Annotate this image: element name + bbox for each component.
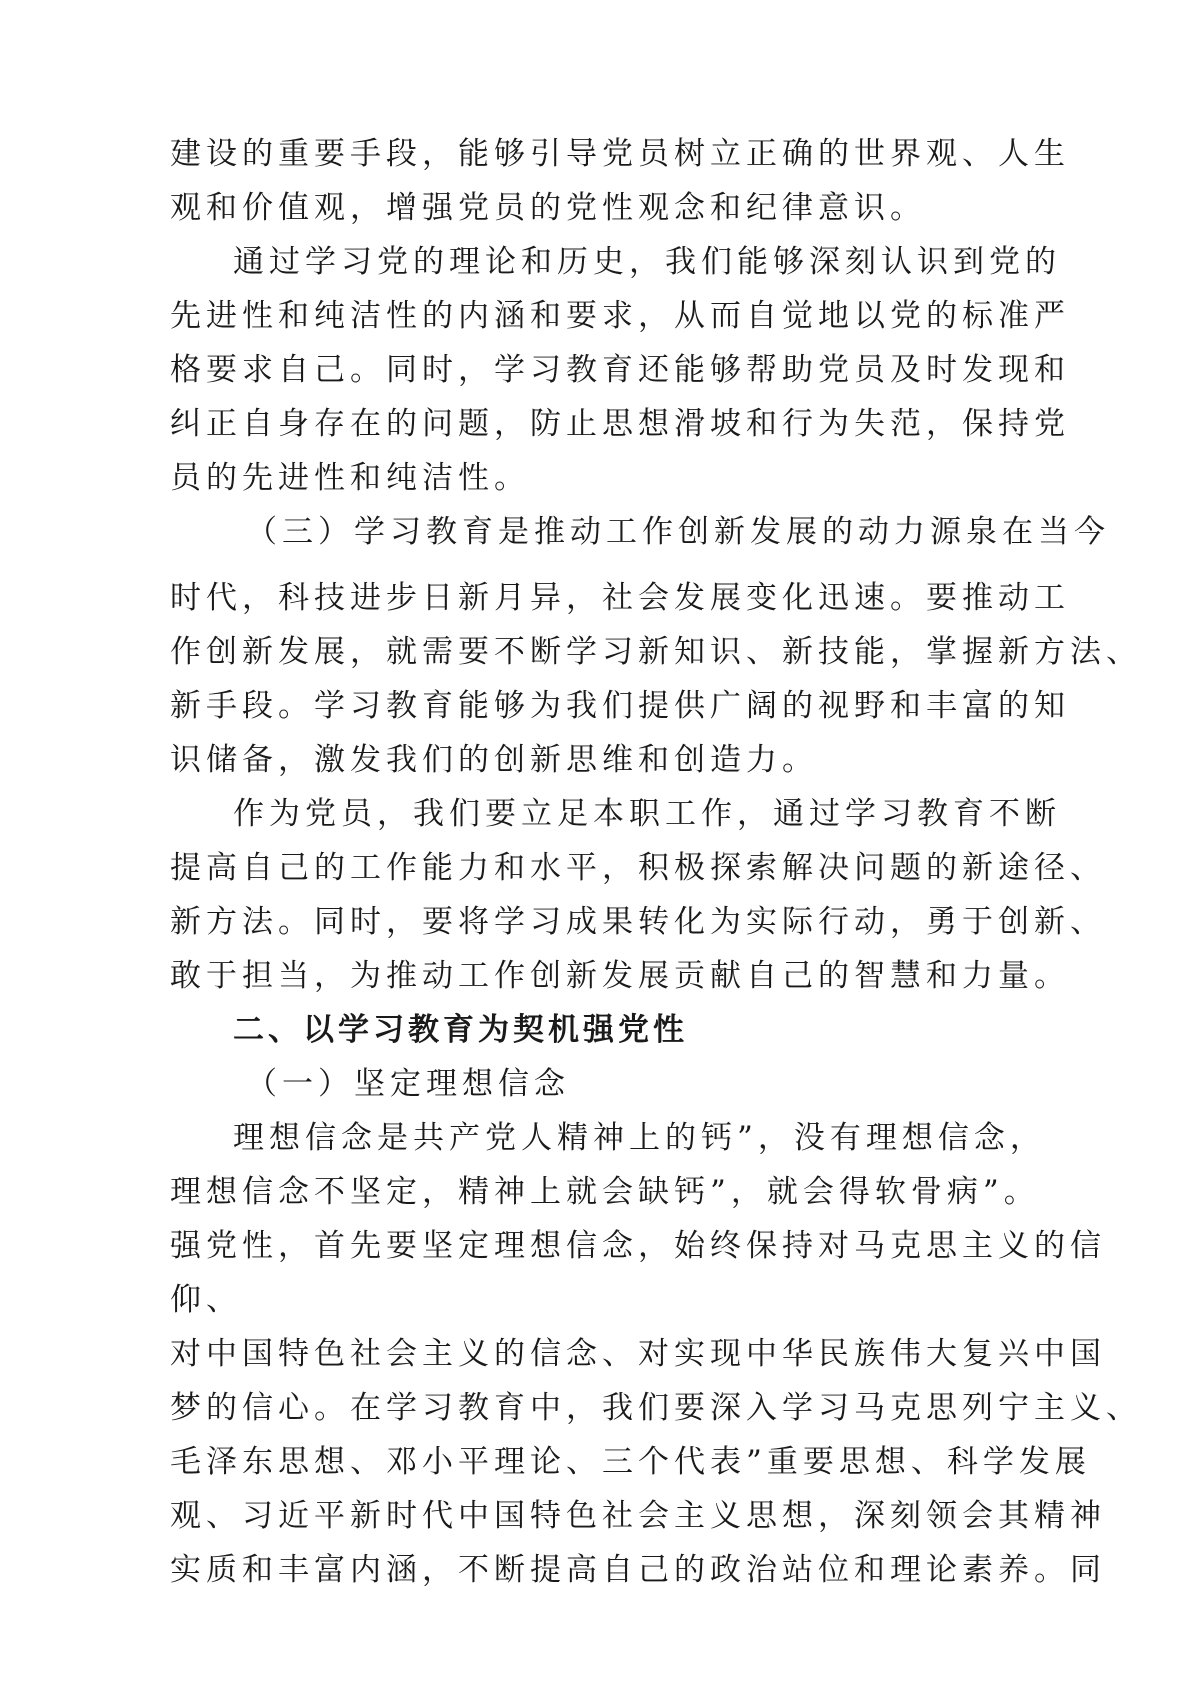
paragraph-line: 识储备，激发我们的创新思维和创造力。: [170, 742, 818, 778]
paragraph-line: 提高自己的工作能力和水平，积极探索解决问题的新途径、: [170, 850, 1106, 886]
paragraph-line: 新方法。同时，要将学习成果转化为实际行动，勇于创新、: [170, 904, 1106, 940]
section-heading-3: （三）学习教育是推动工作创新发展的动力源泉在当今: [246, 514, 1110, 550]
paragraph-line: 梦的信心。在学习教育中，我们要深入学习马克思列宁主义、: [170, 1390, 1142, 1426]
paragraph-line: 敢于担当，为推动工作创新发展贡献自己的智慧和力量。: [170, 958, 1070, 994]
paragraph-line: 建设的重要手段，能够引导党员树立正确的世界观、人生: [170, 136, 1070, 172]
paragraph-line: 仰、: [170, 1282, 242, 1318]
paragraph-line: 毛泽东思想、邓小平理论、三个代表”重要思想、科学发展: [170, 1444, 1091, 1480]
paragraph-line: 新手段。学习教育能够为我们提供广阔的视野和丰富的知: [170, 688, 1070, 724]
paragraph-line: 时代，科技进步日新月异，社会发展变化迅速。要推动工: [170, 580, 1070, 616]
paragraph-line: 实质和丰富内涵，不断提高自己的政治站位和理论素养。同: [170, 1552, 1106, 1588]
paragraph-line: 观和价值观，增强党员的党性观念和纪律意识。: [170, 190, 926, 226]
paragraph-line: 理想信念是共产党人精神上的钙”，没有理想信念，: [233, 1120, 1046, 1156]
paragraph-line: 作创新发展，就需要不断学习新知识、新技能，掌握新方法、: [170, 634, 1142, 670]
paragraph-line: 对中国特色社会主义的信念、对实现中华民族伟大复兴中国: [170, 1336, 1106, 1372]
section-heading-2: 二、以学习教育为契机强党性: [233, 1012, 688, 1048]
paragraph-line: 作为党员，我们要立足本职工作，通过学习教育不断: [233, 796, 1061, 832]
paragraph-line: 格要求自己。同时，学习教育还能够帮助党员及时发现和: [170, 352, 1070, 388]
paragraph-line: 通过学习党的理论和历史，我们能够深刻认识到党的: [233, 244, 1061, 280]
paragraph-line: 先进性和纯洁性的内涵和要求，从而自觉地以党的标准严: [170, 298, 1070, 334]
paragraph-line: 理想信念不坚定，精神上就会缺钙”，就会得软骨病”。: [170, 1174, 1040, 1210]
subsection-heading-1: （一）坚定理想信念: [246, 1066, 570, 1102]
paragraph-line: 员的先进性和纯洁性。: [170, 460, 530, 496]
paragraph-line: 观、习近平新时代中国特色社会主义思想，深刻领会其精神: [170, 1498, 1106, 1534]
paragraph-line: 强党性，首先要坚定理想信念，始终保持对马克思主义的信: [170, 1228, 1106, 1264]
paragraph-line: 纠正自身存在的问题，防止思想滑坡和行为失范，保持党: [170, 406, 1070, 442]
